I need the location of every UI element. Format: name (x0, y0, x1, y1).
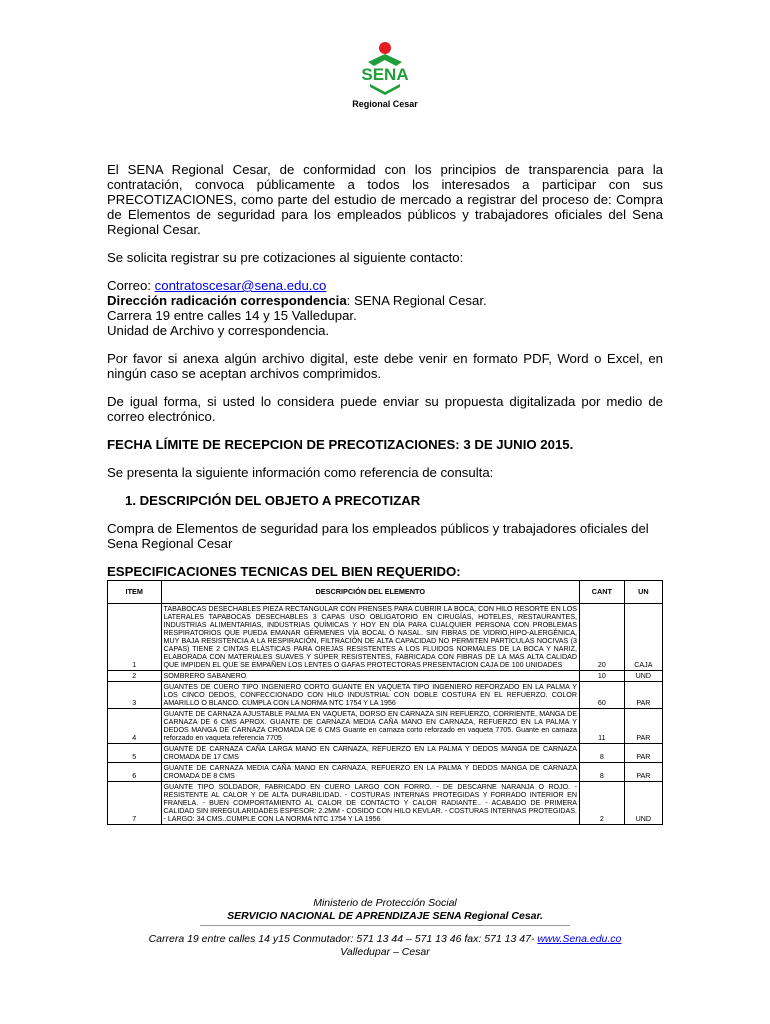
email-link[interactable]: contratoscesar@sena.edu.co (154, 278, 327, 293)
cell-description: GUANTE TIPO SOLDADOR, FABRICADO EN CUERO LARGO CON FORRO. - DE DESCARNE NARANJA O ROJO. - RESISTENTE AL CALOR Y DE ALTA DURABILIDAD. - COSTURAS INTERNAS PROTEGIDAS Y FORRADO INTERIOR EN FRANELA. - BUEN COMPORTAMIENTO AL CALOR DE CONTACTO Y CALOR RADIANTE.. - ACABADO DE PRIMERA CALIDAD SIN IRREGULARIDADES ESPESOR: 2.2MM - COSIDO CON HILO KEVLAR. - COSTURAS INTERNAS PROTEGIDAS. - LARGO: 34 CMS..CUMPLE CON LA NORMA NTC 1754 Y LA 1956 (161, 782, 579, 825)
cell-item: 3 (108, 682, 162, 709)
footer-divider (200, 925, 570, 926)
cell-item: 6 (108, 763, 162, 782)
website-link[interactable]: www.Sena.edu.co (537, 933, 622, 945)
header-item: ITEM (108, 581, 162, 604)
cell-un: PAR (624, 709, 662, 744)
attachments-note: Por favor si anexa algún archivo digital, este debe venir en formato PDF, Word o Excel, en ningún caso se aceptan archivos comprimidos. (107, 351, 663, 381)
cell-item: 2 (108, 671, 162, 682)
contact-block (107, 278, 663, 338)
digital-note: De igual forma, si usted lo considera puede enviar su propuesta digitalizada por medio de correo electrónico. (107, 394, 663, 424)
cell-item: 4 (108, 709, 162, 744)
footer-city: Valledupar – Cesar (340, 946, 430, 958)
header-description: DESCRIPCIÓN DEL ELEMENTO (161, 581, 579, 604)
contact-request: Se solicita registrar su pre cotizaciones al siguiente contacto: (107, 250, 464, 265)
object-description: Compra de Elementos de seguridad para los empleados públicos y trabajadores oficiales del Sena Regional Cesar (107, 521, 649, 551)
cell-description: SOMBRERO SABANERO (161, 671, 579, 682)
cell-description: TABABOCAS DESECHABLES PIEZA RECTANGULAR CON PRENSES PARA CUBRIR LA BOCA, CON HILO RESORTE EN LOS LATERALES TAPABOCAS DESECHABLES 3 CAPAS USO OBLIGATORIO EN CIRUGÍAS, HOTELES, RESTAURANTES, INDUSTRIAS ALIMENTARIAS, INDUSTRIAS QUÍMICAS Y HOY EN DÍA PARA CUALQUIER PERSONA CON PROBLEMAS RESPIRATORIOS QUE PUEDA EMANAR GÉRMENES VÍA BOCAL Ó NASAL. SIN FIBRAS DE VIDRIO,HIPO-ALERGÉNICA, MUY BAJA RESISTENCIA A LA RESPIRACIÓN, FILTRACIÓN DE ALTA CAPACIDAD NO PERMITEN PARTÍCULAS NOCIVAS (3 CAPAS) TIENE 2 CINTAS ELÁSTICAS PARA OREJAS RESISTENTES A LOS FLUIDOS NORMALES DE LA BOCA Y NARIZ, ELABORADA CON MATERIALES SUAVES Y SÚPER RESISTENTES, FABRICADA CON FIBRAS DE LA MAS ALTA CALIDAD QUE IMPIDEN EL QUE SE EMPAÑEN LOS LENTES O GAFAS PROTECTORAS PRESENTACION CAJA DE 100 UNIDADES (161, 604, 579, 671)
cell-cant: 60 (579, 682, 624, 709)
cell-cant: 8 (579, 763, 624, 782)
cell-cant: 11 (579, 709, 624, 744)
logo-red-dot (379, 42, 391, 54)
cell-un: PAR (624, 682, 662, 709)
regional-label: Regional Cesar (352, 99, 418, 109)
cell-description: GUANTE DE CARNAZA AJUSTABLE PALMA EN VAQUETA, DORSO EN CARNAZA SIN REFUERZO, CORRIENTE, MANGA DE CARNAZA DE 6 CMS APROX. GUANTE DE CARNAZA MEDIA CAÑA MANO EN CARNAZA, REFUERZO EN LA PALMA Y DEDOS MANGA DE CARNAZA CROMADA DE 6 CMS Guante en carnaza corto reforzado en vaqueta 7705. Guante en carnaza reforzado en vaqueta referencia 7705 (161, 709, 579, 744)
cell-un: UND (624, 671, 662, 682)
table-row (108, 604, 663, 671)
cell-item: 7 (108, 782, 162, 825)
unit-line: Unidad de Archivo y correspondencia. (107, 323, 330, 338)
table-row (108, 682, 663, 709)
address-value: : SENA Regional Cesar. (346, 293, 487, 308)
cell-cant: 2 (579, 782, 624, 825)
footer-service: SERVICIO NACIONAL DE APRENDIZAJE SENA Regional Cesar. (227, 910, 543, 922)
email-label: Correo: (107, 278, 155, 293)
footer-ministry: Ministerio de Protección Social (313, 897, 457, 909)
cell-item: 5 (108, 744, 162, 763)
cell-description: GUANTES DE CUERO TIPO INGENIERO CORTO GUANTE EN VAQUETA TIPO INGENIERO REFORZADO EN LA PALMA Y LOS CINCO DEDOS, CONFECCIONADO CON HILO INDUSTRIAL CON DOBLE COSTURA EN EL REFUERZO. COLOR AMARILLO O BLANCO. CUMPLA CON LA NORMA NTC 1754 Y LA 1956 (161, 682, 579, 709)
cell-un: PAR (624, 763, 662, 782)
header-un: UN (624, 581, 662, 604)
table-row (108, 782, 663, 825)
cell-description: GUANTE DE CARNAZA CAÑA LARGA MANO EN CARNAZA, REFUERZO EN LA PALMA Y DEDOS MANGA DE CARNAZA CROMADA DE 17 CMS (161, 744, 579, 763)
table-row (108, 763, 663, 782)
table-row (108, 671, 663, 682)
specs-title: ESPECIFICACIONES TECNICAS DEL BIEN REQUERIDO: (107, 564, 461, 579)
cell-item: 1 (108, 604, 162, 671)
address-line: Carrera 19 entre calles 14 y 15 Valledupar. (107, 308, 357, 323)
cell-un: UND (624, 782, 662, 825)
cell-un: CAJA (624, 604, 662, 671)
table-row (108, 744, 663, 763)
reference-text: Se presenta la siguiente información como referencia de consulta: (107, 465, 494, 480)
table-header-row (108, 581, 663, 604)
logo-chevron (370, 84, 400, 95)
specs-table (107, 580, 663, 825)
logo-wordmark: SENA (361, 65, 409, 84)
intro-paragraph: El SENA Regional Cesar, de conformidad con los principios de transparencia para la contratación, convoca públicamente a todos los interesados a participar con sus PRECOTIZACIONES, como parte del estudio de mercado a registrar del proceso de: Compra de Elementos de seguridad para los empleados públicos y trabajadores oficiales del Sena Regional Cesar. (107, 162, 663, 237)
cell-cant: 8 (579, 744, 624, 763)
header-cant: CANT (579, 581, 624, 604)
footer-address: Carrera 19 entre calles 14 y15 Conmutador: 571 13 44 – 571 13 46 fax: 571 13 47- (148, 933, 538, 945)
footer-address-line (0, 933, 770, 946)
cell-un: PAR (624, 744, 662, 763)
deadline-heading: FECHA LÍMITE DE RECEPCION DE PRECOTIZACIONES: 3 DE JUNIO 2015. (107, 437, 574, 452)
cell-description: GUANTE DE CARNAZA MEDIA CAÑA MANO EN CARNAZA, REFUERZO EN LA PALMA Y DEDOS MANGA DE CARNAZA CROMADA DE 8 CMS (161, 763, 579, 782)
section1-title: 1. DESCRIPCIÓN DEL OBJETO A PRECOTIZAR (125, 493, 421, 508)
address-label: Dirección radicación correspondencia (107, 293, 347, 308)
table-row (108, 709, 663, 744)
letter-body (107, 162, 663, 579)
cell-cant: 10 (579, 671, 624, 682)
cell-cant: 20 (579, 604, 624, 671)
